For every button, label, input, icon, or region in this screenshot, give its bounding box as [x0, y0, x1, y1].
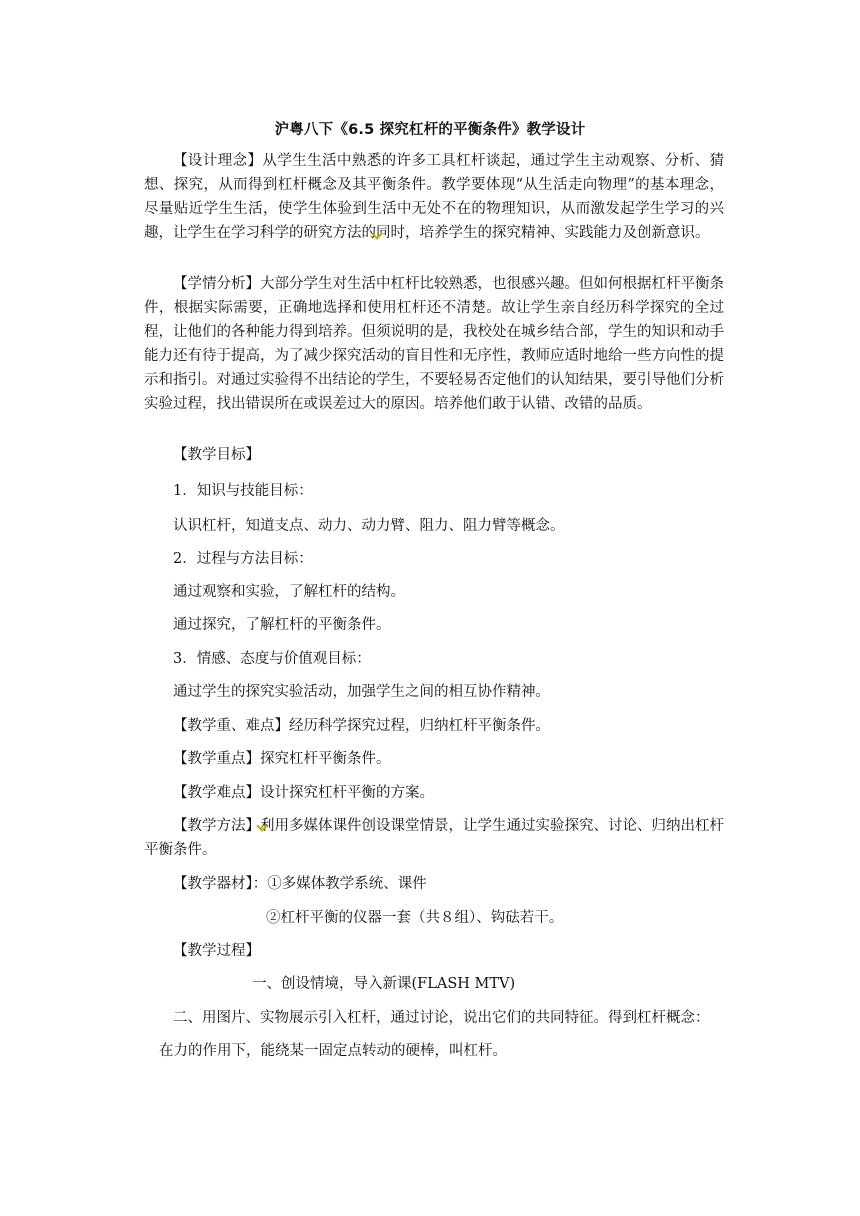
objective-3-text: 通过学生的探究实验活动，加强学生之间的相互协作精神。: [173, 684, 550, 700]
process-step-2-continued: 在力的作用下，能绕某一固定点转动的硬棒，叫杠杆。: [159, 1043, 507, 1059]
process-heading: 【教学过程】: [173, 943, 260, 959]
teaching-method-paragraph: 【教学方法】利用多媒体课件创设课堂情景，让学生通过实验探究、讨论、归纳出杠杆平衡条件。: [144, 818, 724, 858]
equipment-line-2: ②杠杆平衡的仪器一套（共８组）、钩砝若干。: [266, 910, 564, 926]
key-point: 【教学重点】探究杠杆平衡条件。: [173, 751, 391, 767]
document-title: 沪粤八下《6.5 探究杠杆的平衡条件》教学设计: [274, 122, 586, 138]
learner-analysis-paragraph: 【学情分析】大部分学生对生活中杠杆比较熟悉，也很感兴趣。但如何根据杠杆平衡条件，根据实际需要，正确地选择和使用杠杆还不清楚。故让学生亲自经历科学探究的全过程，让他们的各种能力得到培养。但须说明的是，我校处在城乡结合部，学生的知识和动手能力还有待于提高，为了减少探究活动的盲目性和无序性，教师应适时地给一些方向性的提示和指引。对通过实验得不出结论的学生，不要轻易否定他们的认知结果，要引导他们分析实验过程，找出错误所在或误差过大的原因。培养他们敢于认错、改错的品质。: [144, 276, 724, 412]
process-step-1: 一、创设情境，导入新课(FLASH MTV): [252, 976, 516, 992]
design-concept-paragraph: 【设计理念】从学生生活中熟悉的许多工具杠杆谈起，通过学生主动观察、分析、猜想、探究，从而得到杠杆概念及其平衡条件。教学要体现“从生活走向物理”的基本理念，尽量贴近学生生活，使学生体验到生活中无处不在的物理知识，从而激发起学生学习的兴趣，让学生在学习科学的研究方法的同时，培养学生的探究精神、实践能力及创新意识。: [144, 153, 724, 241]
difficult-point: 【教学难点】设计探究杠杆平衡的方案。: [173, 785, 434, 801]
key-difficult-points: 【教学重、难点】经历科学探究过程，归纳杠杆平衡条件。: [173, 718, 550, 734]
objective-3-heading: 3．情感、态度与价值观目标：: [173, 651, 371, 667]
objective-1-heading: 1．知识与技能目标：: [173, 483, 313, 499]
objectives-heading: 【教学目标】: [173, 447, 260, 463]
objective-1-text: 认识杠杆，知道支点、动力、动力臂、阻力、阻力臂等概念。: [173, 518, 565, 534]
objective-2-text-b: 通过探究，了解杠杆的平衡条件。: [173, 617, 391, 633]
objective-2-text-a: 通过观察和实验，了解杠杆的结构。: [173, 584, 405, 600]
objective-2-heading: 2．过程与方法目标：: [173, 551, 313, 567]
equipment-line-1: 【教学器材】：①多媒体教学系统、课件: [173, 876, 427, 892]
process-step-2: 二、用图片、实物展示引入杠杆，通过讨论，说出它们的共同特征。得到杠杆概念：: [173, 1010, 710, 1026]
